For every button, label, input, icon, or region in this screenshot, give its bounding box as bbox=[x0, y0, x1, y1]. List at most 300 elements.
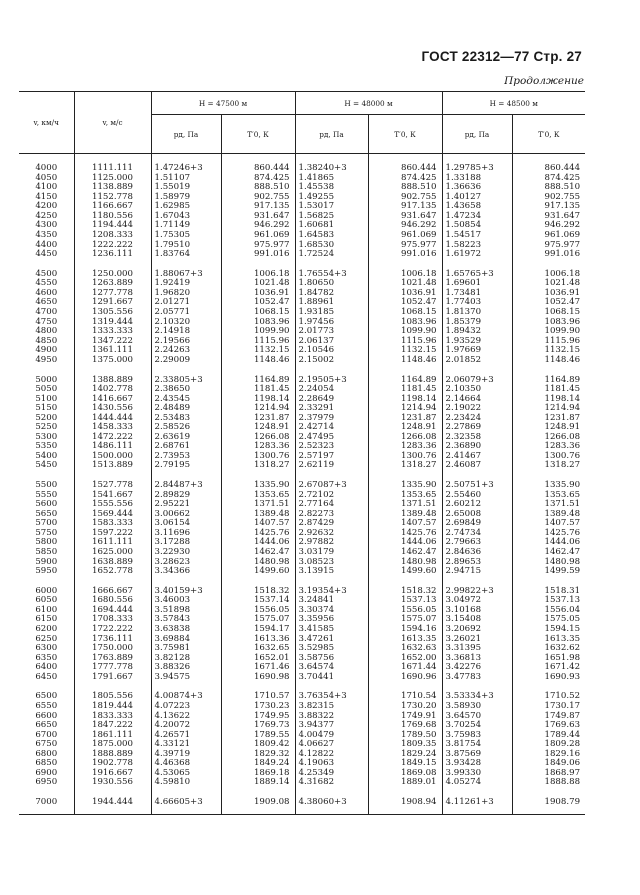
table-bottom-rule bbox=[19, 808, 585, 815]
table-cell: 3.94575 bbox=[151, 673, 221, 683]
table-cell: 5650 bbox=[35, 508, 58, 519]
table-cell: 6550 bbox=[35, 701, 58, 712]
table-cell: 1809.42 bbox=[221, 740, 295, 750]
table-cell: 3.31395 bbox=[442, 644, 512, 654]
table-cell: 6500 bbox=[35, 691, 58, 702]
table-cell: 1909.08 bbox=[221, 798, 295, 808]
table-cell: 1263.889 bbox=[74, 279, 151, 289]
table-cell: 2.53483 bbox=[151, 414, 221, 424]
table-cell: 1486.111 bbox=[74, 442, 151, 452]
table-cell: 1.41865 bbox=[295, 174, 368, 184]
table-cell: 1.93185 bbox=[295, 308, 368, 318]
table-cell: 2.10320 bbox=[151, 318, 221, 328]
table-cell: 4700 bbox=[35, 307, 58, 318]
table-cell: 1.54517 bbox=[442, 231, 512, 241]
table-cell: 1148.46 bbox=[512, 356, 585, 366]
table-cell: 1869.18 bbox=[221, 769, 295, 779]
table-cell: 1353.65 bbox=[368, 491, 442, 501]
table-cell: 1556.05 bbox=[368, 606, 442, 616]
table-cell: 3.42276 bbox=[442, 663, 512, 673]
table-cell: 2.60212 bbox=[442, 500, 512, 510]
table-cell: 3.22930 bbox=[151, 548, 221, 558]
table-cell: 1.84782 bbox=[295, 289, 368, 299]
table-cell: 2.48489 bbox=[151, 404, 221, 414]
table-cell: 1833.333 bbox=[74, 712, 151, 722]
table-cell: 1.60681 bbox=[295, 221, 368, 231]
table-cell: 5800 bbox=[35, 537, 58, 548]
table-cell: 4.59810 bbox=[151, 778, 221, 788]
table-cell: 946.292 bbox=[221, 221, 295, 231]
table-cell: 2.62119 bbox=[295, 461, 368, 471]
table-cell: 1.71149 bbox=[151, 221, 221, 231]
table-cell: 1.68530 bbox=[295, 241, 368, 251]
table-cell: 1318.27 bbox=[221, 461, 295, 471]
table-cell: 2.14664 bbox=[442, 395, 512, 405]
table-cell: 3.58930 bbox=[442, 702, 512, 712]
table-cell: 931.647 bbox=[221, 212, 295, 222]
table-cell: 1.97456 bbox=[295, 318, 368, 328]
table-cell: 2.79195 bbox=[151, 461, 221, 471]
table-cell: 874.425 bbox=[512, 174, 585, 184]
table-cell: 1389.48 bbox=[512, 510, 585, 520]
table-cell: 1769.63 bbox=[512, 721, 585, 731]
table-cell: 917.135 bbox=[221, 202, 295, 212]
table-cell: 1181.45 bbox=[512, 385, 585, 395]
table-cell: 2.68761 bbox=[151, 442, 221, 452]
table-cell: 6100 bbox=[35, 604, 58, 615]
table-cell: 888.510 bbox=[368, 183, 442, 193]
table-cell: 5050 bbox=[35, 384, 58, 395]
table-cell: 1138.889 bbox=[74, 183, 151, 193]
table-cell: 4750 bbox=[35, 316, 58, 327]
table-cell: 1671.44 bbox=[368, 663, 442, 673]
table-row bbox=[19, 798, 585, 808]
table-cell: 5250 bbox=[35, 422, 58, 433]
table-cell: 1583.333 bbox=[74, 519, 151, 529]
table-cell: 3.24841 bbox=[295, 596, 368, 606]
table-cell: 2.89829 bbox=[151, 491, 221, 501]
table-cell: 2.99822+3 bbox=[442, 587, 512, 597]
table-cell: 1248.91 bbox=[368, 423, 442, 433]
table-cell: 2.82273 bbox=[295, 510, 368, 520]
table-cell: 3.52985 bbox=[295, 644, 368, 654]
table-cell: 4.06627 bbox=[295, 740, 368, 750]
table-cell: 1613.36 bbox=[221, 635, 295, 645]
table-cell: 6600 bbox=[35, 710, 58, 721]
table-cell: 874.425 bbox=[221, 174, 295, 184]
table-cell: 1.89432 bbox=[442, 327, 512, 337]
table-cell: 1198.14 bbox=[221, 395, 295, 405]
table-cell: 4900 bbox=[35, 345, 58, 356]
table-cell: 2.89653 bbox=[442, 558, 512, 568]
table-cell: 1.81370 bbox=[442, 308, 512, 318]
table-cell: 5200 bbox=[35, 412, 58, 423]
table-cell: 1690.98 bbox=[221, 673, 295, 683]
table-cell: 1250.000 bbox=[74, 270, 151, 280]
table-cell: 1115.96 bbox=[221, 337, 295, 347]
table-cell: 2.55460 bbox=[442, 491, 512, 501]
table-cell: 4.12822 bbox=[295, 750, 368, 760]
table-cell: 1513.889 bbox=[74, 461, 151, 471]
table-cell: 3.28623 bbox=[151, 558, 221, 568]
table-cell: 1164.89 bbox=[512, 376, 585, 386]
table-cell: 3.15408 bbox=[442, 615, 512, 625]
table-cell: 3.87569 bbox=[442, 750, 512, 760]
table-cell: 1537.14 bbox=[221, 596, 295, 606]
table-cell: 2.74734 bbox=[442, 529, 512, 539]
table-cell: 2.65008 bbox=[442, 510, 512, 520]
table-cell: 1652.01 bbox=[221, 654, 295, 664]
table-cell: 1829.16 bbox=[512, 750, 585, 760]
table-cell: 1425.76 bbox=[512, 529, 585, 539]
table-cell: 1555.556 bbox=[74, 500, 151, 510]
table-cell: 2.24054 bbox=[295, 385, 368, 395]
table-cell: 1.49255 bbox=[295, 193, 368, 203]
table-cell: 931.647 bbox=[368, 212, 442, 222]
table-row bbox=[19, 673, 585, 683]
table-cell: 1.76554+3 bbox=[295, 270, 368, 280]
table-cell: 1.58223 bbox=[442, 241, 512, 251]
table-cell: 1148.46 bbox=[221, 356, 295, 366]
table-cell: 1444.06 bbox=[368, 538, 442, 548]
table-cell: 1036.91 bbox=[221, 289, 295, 299]
table-cell: 3.26021 bbox=[442, 635, 512, 645]
table-cell: 3.82315 bbox=[295, 702, 368, 712]
table-cell: 1908.94 bbox=[368, 798, 442, 808]
table-cell: 888.510 bbox=[221, 183, 295, 193]
col-p2: pд, Па bbox=[295, 115, 368, 154]
table-cell: 1006.18 bbox=[512, 270, 585, 280]
table-cell: 2.73953 bbox=[151, 452, 221, 462]
table-cell: 2.97882 bbox=[295, 538, 368, 548]
table-cell: 4.00479 bbox=[295, 731, 368, 741]
table-cell: 1.79510 bbox=[151, 241, 221, 251]
table-cell: 1594.15 bbox=[512, 625, 585, 635]
table-cell: 1430.556 bbox=[74, 404, 151, 414]
table-row bbox=[19, 567, 585, 577]
table-cell: 1908.79 bbox=[512, 798, 585, 808]
table-cell: 1518.32 bbox=[368, 587, 442, 597]
table-cell: 1.97669 bbox=[442, 346, 512, 356]
table-cell: 6250 bbox=[35, 633, 58, 644]
table-cell: 4.33121 bbox=[151, 740, 221, 750]
table-cell: 1.88961 bbox=[295, 298, 368, 308]
table-cell: 1006.18 bbox=[221, 270, 295, 280]
table-cell: 1888.88 bbox=[512, 778, 585, 788]
table-cell: 1389.48 bbox=[368, 510, 442, 520]
table-cell: 1214.94 bbox=[368, 404, 442, 414]
table-cell: 4.38060+3 bbox=[295, 798, 368, 808]
table-cell: 5550 bbox=[35, 489, 58, 500]
table-cell: 1.33188 bbox=[442, 174, 512, 184]
table-cell: 1652.778 bbox=[74, 567, 151, 577]
page-header: ГОСТ 22312—77 Стр. 27 bbox=[421, 49, 582, 64]
table-cell: 1.77403 bbox=[442, 298, 512, 308]
table-cell: 1.53017 bbox=[295, 202, 368, 212]
table-cell: 1930.556 bbox=[74, 778, 151, 788]
table-cell: 991.016 bbox=[512, 250, 585, 260]
table-cell: 3.63838 bbox=[151, 625, 221, 635]
table-cell: 5400 bbox=[35, 450, 58, 461]
table-cell: 1068.15 bbox=[512, 308, 585, 318]
table-cell: 1083.96 bbox=[221, 318, 295, 328]
table-cell: 1651.98 bbox=[512, 654, 585, 664]
table-cell: 1083.96 bbox=[512, 318, 585, 328]
table-cell: 2.87429 bbox=[295, 519, 368, 529]
table-cell: 4.31682 bbox=[295, 778, 368, 788]
table-cell: 3.06154 bbox=[151, 519, 221, 529]
table-cell: 2.57197 bbox=[295, 452, 368, 462]
col-v-kmh: v, км/ч bbox=[19, 92, 74, 154]
table-cell: 3.47783 bbox=[442, 673, 512, 683]
table-cell: 1613.35 bbox=[512, 635, 585, 645]
table-cell: 6800 bbox=[35, 748, 58, 759]
table-cell: 1458.333 bbox=[74, 423, 151, 433]
table-cell: 1805.556 bbox=[74, 692, 151, 702]
table-cell: 1181.45 bbox=[221, 385, 295, 395]
table-cell: 5950 bbox=[35, 566, 58, 577]
table-cell: 1052.47 bbox=[512, 298, 585, 308]
table-cell: 1625.000 bbox=[74, 548, 151, 558]
table-cell: 2.15002 bbox=[295, 356, 368, 366]
table-cell: 1889.14 bbox=[221, 778, 295, 788]
table-row bbox=[19, 356, 585, 366]
table-cell: 1.96820 bbox=[151, 289, 221, 299]
table-cell: 1944.444 bbox=[74, 798, 151, 808]
table-cell: 1180.556 bbox=[74, 212, 151, 222]
table-cell: 6350 bbox=[35, 652, 58, 663]
col-p3: pд, Па bbox=[442, 115, 512, 154]
table-cell: 1052.47 bbox=[368, 298, 442, 308]
table-cell: 1861.111 bbox=[74, 731, 151, 741]
table-cell: 2.43545 bbox=[151, 395, 221, 405]
table-cell: 1.38240+3 bbox=[295, 164, 368, 174]
table-cell: 6650 bbox=[35, 720, 58, 731]
table-cell: 1236.111 bbox=[74, 250, 151, 260]
table-cell: 1083.96 bbox=[368, 318, 442, 328]
group-spacer bbox=[19, 365, 585, 375]
table-cell: 860.444 bbox=[368, 164, 442, 174]
table-cell: 1.61972 bbox=[442, 250, 512, 260]
table-cell: 6200 bbox=[35, 624, 58, 634]
table-cell: 917.135 bbox=[368, 202, 442, 212]
table-cell: 4.39719 bbox=[151, 750, 221, 760]
table-cell: 4550 bbox=[35, 278, 58, 289]
table-cell: 1021.48 bbox=[368, 279, 442, 289]
table-cell: 1708.333 bbox=[74, 615, 151, 625]
table-cell: 1115.96 bbox=[368, 337, 442, 347]
table-cell: 1671.42 bbox=[512, 663, 585, 673]
table-cell: 946.292 bbox=[512, 221, 585, 231]
table-cell: 1499.59 bbox=[512, 567, 585, 577]
table-cell: 5350 bbox=[35, 441, 58, 452]
table-cell: 1068.15 bbox=[221, 308, 295, 318]
table-cell: 4.13622 bbox=[151, 712, 221, 722]
table-cell: 1750.000 bbox=[74, 644, 151, 654]
table-cell: 1.43658 bbox=[442, 202, 512, 212]
table-cell: 2.14918 bbox=[151, 327, 221, 337]
table-cell: 5500 bbox=[35, 480, 58, 491]
table-cell: 2.69849 bbox=[442, 519, 512, 529]
table-cell: 1480.98 bbox=[512, 558, 585, 568]
table-cell: 1318.27 bbox=[512, 461, 585, 471]
table-cell: 5900 bbox=[35, 556, 58, 567]
table-cell: 1402.778 bbox=[74, 385, 151, 395]
table-cell: 1347.222 bbox=[74, 337, 151, 347]
table-cell: 1375.000 bbox=[74, 356, 151, 366]
table-cell: 1791.667 bbox=[74, 673, 151, 683]
table-cell: 2.46087 bbox=[442, 461, 512, 471]
table-cell: 1632.63 bbox=[368, 644, 442, 654]
table-cell: 1132.15 bbox=[221, 346, 295, 356]
table-cell: 3.94377 bbox=[295, 721, 368, 731]
table-cell: 1277.778 bbox=[74, 289, 151, 299]
table-cell: 1444.06 bbox=[221, 538, 295, 548]
table-cell: 1499.60 bbox=[368, 567, 442, 577]
table-cell: 1388.889 bbox=[74, 376, 151, 386]
table-cell: 4.20072 bbox=[151, 721, 221, 731]
table-cell: 1.56825 bbox=[295, 212, 368, 222]
table-cell: 3.40159+3 bbox=[151, 587, 221, 597]
table-cell: 3.00662 bbox=[151, 510, 221, 520]
table-cell: 5000 bbox=[35, 374, 58, 385]
table-cell: 3.35956 bbox=[295, 615, 368, 625]
table-cell: 4.19063 bbox=[295, 759, 368, 769]
table-cell: 3.57843 bbox=[151, 615, 221, 625]
table-cell: 1611.111 bbox=[74, 538, 151, 548]
table-cell: 2.50751+3 bbox=[442, 481, 512, 491]
table-cell: 3.04972 bbox=[442, 596, 512, 606]
table-cell: 1889.01 bbox=[368, 778, 442, 788]
table-cell: 1425.76 bbox=[368, 529, 442, 539]
table-cell: 1829.24 bbox=[368, 750, 442, 760]
table-cell: 946.292 bbox=[368, 221, 442, 231]
table-cell: 975.977 bbox=[368, 241, 442, 251]
table-cell: 1.47246+3 bbox=[151, 164, 221, 174]
col-t1: T′0, К bbox=[221, 115, 295, 154]
table-cell: 3.17288 bbox=[151, 538, 221, 548]
table-cell: 3.11696 bbox=[151, 529, 221, 539]
table-cell: 3.88322 bbox=[295, 712, 368, 722]
table-cell: 1.50854 bbox=[442, 221, 512, 231]
table-cell: 1132.15 bbox=[512, 346, 585, 356]
table-cell: 2.67087+3 bbox=[295, 481, 368, 491]
table-cell: 1462.47 bbox=[512, 548, 585, 558]
table-cell: 3.75983 bbox=[442, 731, 512, 741]
table-cell: 5300 bbox=[35, 431, 58, 442]
table-cell: 1194.444 bbox=[74, 221, 151, 231]
table-cell: 1518.32 bbox=[221, 587, 295, 597]
table-cell: 2.33805+3 bbox=[151, 376, 221, 386]
table-cell: 1148.46 bbox=[368, 356, 442, 366]
table-cell: 2.01271 bbox=[151, 298, 221, 308]
table-cell: 1.29785+3 bbox=[442, 164, 512, 174]
table-cell: 2.92632 bbox=[295, 529, 368, 539]
table-cell: 3.64570 bbox=[442, 712, 512, 722]
table-cell: 1710.54 bbox=[368, 692, 442, 702]
table-cell: 1869.08 bbox=[368, 769, 442, 779]
table-cell: 2.38650 bbox=[151, 385, 221, 395]
table-cell: 2.10546 bbox=[295, 346, 368, 356]
table-cell: 2.24263 bbox=[151, 346, 221, 356]
table-cell: 3.34366 bbox=[151, 567, 221, 577]
table-cell: 3.53334+3 bbox=[442, 692, 512, 702]
table-cell: 1.64583 bbox=[295, 231, 368, 241]
table-cell: 1594.16 bbox=[368, 625, 442, 635]
table-cell: 4600 bbox=[35, 287, 58, 298]
table-cell: 4.05274 bbox=[442, 778, 512, 788]
table-cell: 1789.44 bbox=[512, 731, 585, 741]
table-cell: 1164.89 bbox=[221, 376, 295, 386]
table-cell: 2.36890 bbox=[442, 442, 512, 452]
col-t2: T′0, К bbox=[368, 115, 442, 154]
table-cell: 2.52323 bbox=[295, 442, 368, 452]
table-cell: 4.53065 bbox=[151, 769, 221, 779]
table-cell: 1111.111 bbox=[74, 164, 151, 174]
table-cell: 1231.87 bbox=[512, 414, 585, 424]
table-cell: 1556.04 bbox=[512, 606, 585, 616]
table-cell: 1416.667 bbox=[74, 395, 151, 405]
table-cell: 961.069 bbox=[368, 231, 442, 241]
table-cell: 4.11261+3 bbox=[442, 798, 512, 808]
table-cell: 1763.889 bbox=[74, 654, 151, 664]
table-cell: 3.19354+3 bbox=[295, 587, 368, 597]
table-cell: 1527.778 bbox=[74, 481, 151, 491]
table-cell: 1006.18 bbox=[368, 270, 442, 280]
table-cell: 1319.444 bbox=[74, 318, 151, 328]
table-cell: 1730.17 bbox=[512, 702, 585, 712]
table-cell: 860.444 bbox=[221, 164, 295, 174]
table-cell: 1777.778 bbox=[74, 663, 151, 673]
table-cell: 1283.36 bbox=[512, 442, 585, 452]
table-cell: 991.016 bbox=[368, 250, 442, 260]
table-cell: 2.37979 bbox=[295, 414, 368, 424]
table-cell: 3.47261 bbox=[295, 635, 368, 645]
table-cell: 6750 bbox=[35, 739, 58, 750]
table-cell: 1099.90 bbox=[368, 327, 442, 337]
table-cell: 5450 bbox=[35, 460, 58, 471]
table-cell: 3.41585 bbox=[295, 625, 368, 635]
table-cell: 4.00874+3 bbox=[151, 692, 221, 702]
table-cell: 1749.87 bbox=[512, 712, 585, 722]
table-cell: 1575.05 bbox=[512, 615, 585, 625]
table-cell: 7000 bbox=[35, 797, 58, 808]
table-cell: 1556.05 bbox=[221, 606, 295, 616]
table-cell: 1181.45 bbox=[368, 385, 442, 395]
table-cell: 1.92419 bbox=[151, 279, 221, 289]
table-cell: 3.10168 bbox=[442, 606, 512, 616]
table-cell: 3.81754 bbox=[442, 740, 512, 750]
table-cell: 1769.68 bbox=[368, 721, 442, 731]
table-cell: 1694.444 bbox=[74, 606, 151, 616]
table-cell: 2.47495 bbox=[295, 433, 368, 443]
table-cell: 975.977 bbox=[512, 241, 585, 251]
table-cell: 5850 bbox=[35, 546, 58, 557]
table-cell: 4.26571 bbox=[151, 731, 221, 741]
table-cell: 1335.90 bbox=[512, 481, 585, 491]
table-cell: 1.58979 bbox=[151, 193, 221, 203]
table-cell: 1444.06 bbox=[512, 538, 585, 548]
table-cell: 1690.93 bbox=[512, 673, 585, 683]
table-cell: 2.79663 bbox=[442, 538, 512, 548]
table-cell: 1575.07 bbox=[221, 615, 295, 625]
table-cell: 2.94715 bbox=[442, 567, 512, 577]
table-cell: 1283.36 bbox=[368, 442, 442, 452]
table-cell: 1425.76 bbox=[221, 529, 295, 539]
table-cell: 3.13915 bbox=[295, 567, 368, 577]
table-cell: 1132.15 bbox=[368, 346, 442, 356]
table-cell: 3.82128 bbox=[151, 654, 221, 664]
